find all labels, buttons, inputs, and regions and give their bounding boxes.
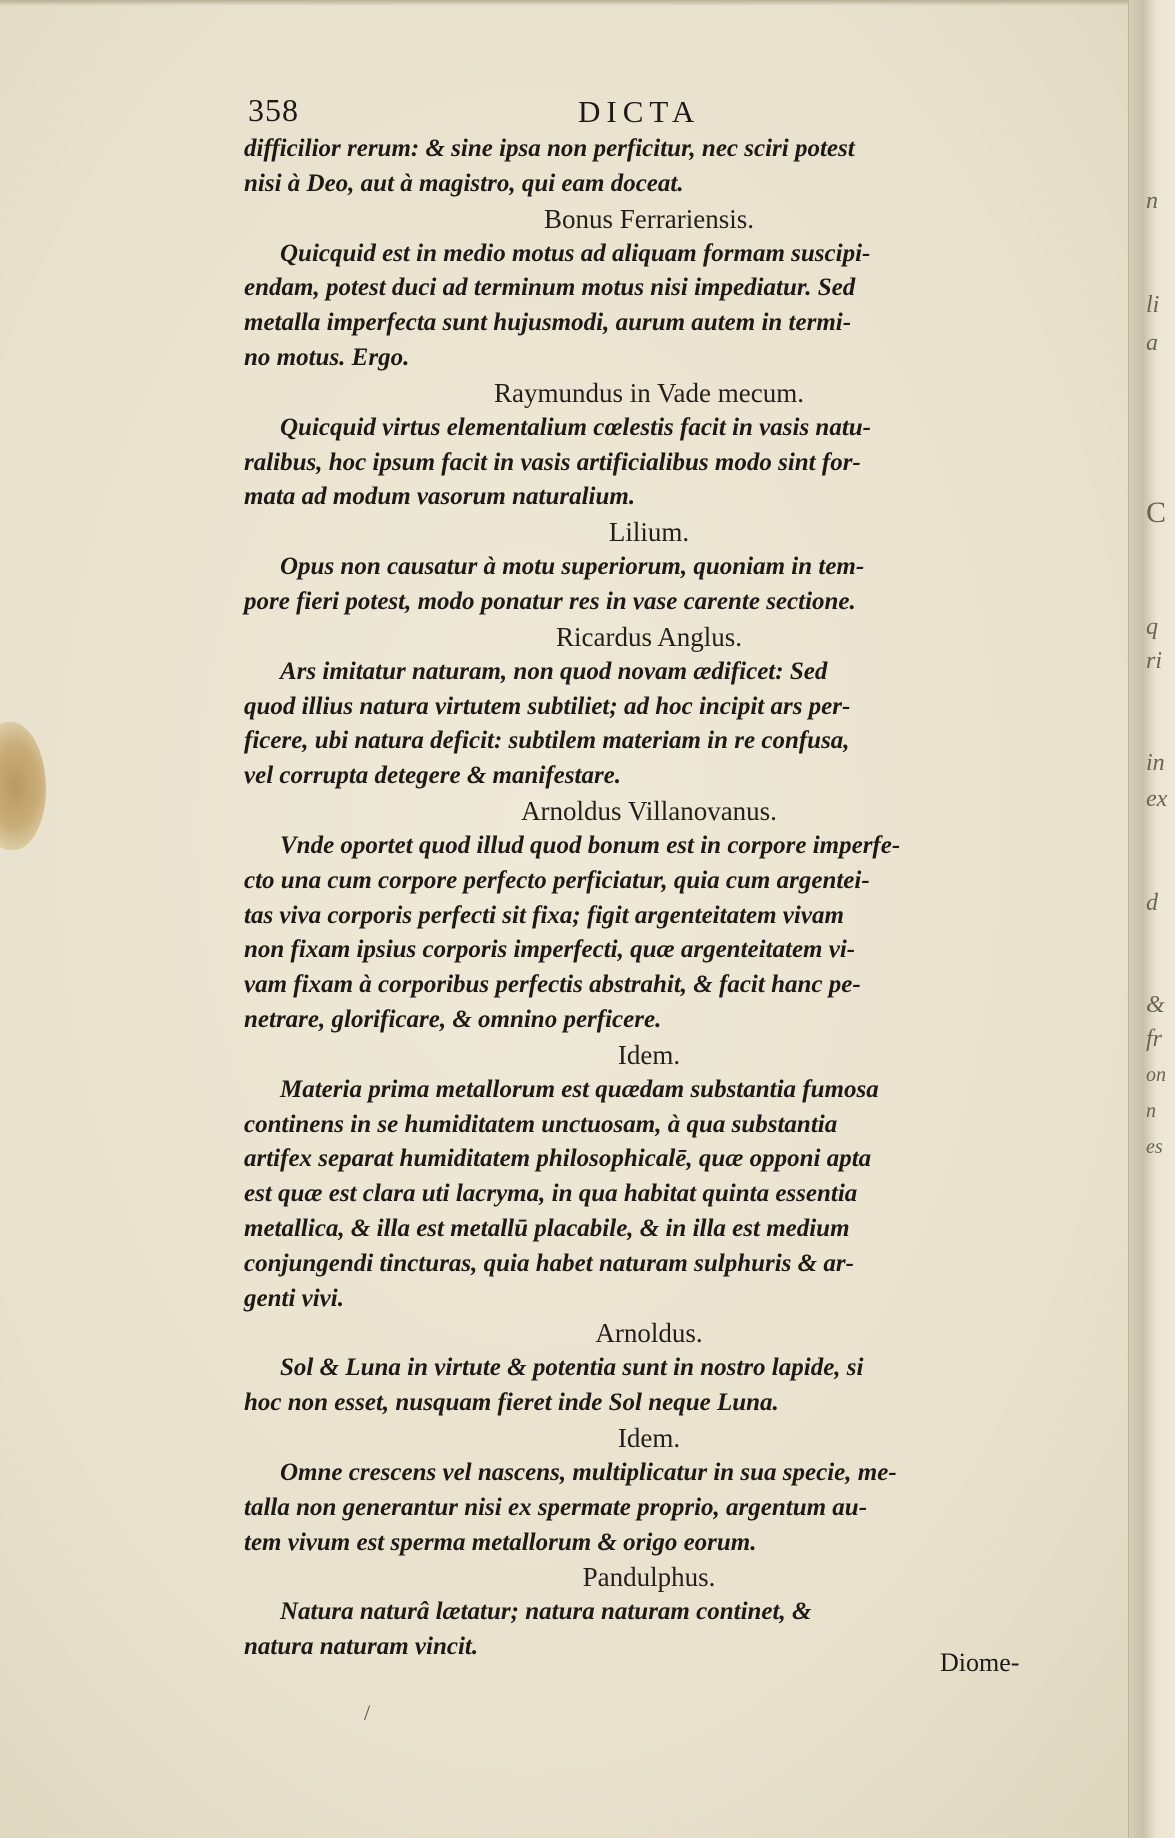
facing-page-fragment: n <box>1146 188 1158 214</box>
author-heading: Idem. <box>617 1422 681 1453</box>
text-line: est quæ est clara uti lacryma, in qua habitat quinta essentia <box>244 1180 858 1208</box>
text-line: Quicquid est in medio motus ad aliquam formam suscipi- <box>280 239 871 267</box>
text-line: ficere, ubi natura deficit: subtilem materiam in re confusa, <box>244 727 850 755</box>
text-line: difficilior rerum: & sine ipsa non perficitur, nec sciri potest <box>244 135 855 162</box>
facing-page-fragment: es <box>1146 1136 1163 1158</box>
text-line: Vnde oportet quod illud quod bonum est in corpore imperfe- <box>280 831 901 859</box>
facing-page-fragment: in <box>1146 750 1165 776</box>
entry <box>244 794 1054 1038</box>
text-line: vel corrupta detegere & manifestare. <box>244 762 622 790</box>
author-heading: Idem. <box>617 1039 681 1070</box>
author-heading: Ricardus Anglus. <box>556 621 742 652</box>
text-line: Sol & Luna in virtute & potentia sunt in nostro lapide, si <box>280 1354 864 1382</box>
facing-page-fragment: ex <box>1146 786 1168 812</box>
text-line: Natura naturâ lætatur; natura naturam continet, & <box>280 1598 812 1626</box>
facing-page-fragment: q <box>1146 614 1158 640</box>
author-heading: Bonus Ferrariensis. <box>544 203 754 234</box>
text-line: tas viva corporis perfecti sit fixa; figit argenteitatem vivam <box>244 901 844 929</box>
text-line: continens in se humiditatem unctuosam, à qua substantia <box>244 1110 838 1138</box>
text-line: netrare, glorificare, & omnino perficere. <box>244 1005 662 1033</box>
entry <box>244 515 1054 620</box>
author-heading: Arnoldus Villanovanus. <box>521 795 777 826</box>
text-line: nisi à Deo, aut à magistro, qui eam doceat. <box>244 169 684 197</box>
facing-page-fragment: ri <box>1146 648 1163 674</box>
text-line: quod illius natura virtutem subtiliet; ad hoc incipit ars per- <box>244 692 851 720</box>
entry <box>244 1421 1054 1560</box>
facing-page-fragment: n <box>1146 1100 1156 1122</box>
text-line: cto una cum corpore perfecto perficiatur, quia cum argentei- <box>244 866 870 894</box>
paper-stain <box>0 722 46 850</box>
entry <box>244 202 1054 376</box>
main-text <box>244 132 1054 1665</box>
entry <box>244 1038 1054 1317</box>
text-line: Opus non causatur à motu superiorum, quoniam in tem- <box>280 553 865 581</box>
page-number: 358 <box>248 92 299 128</box>
opening-passage <box>244 132 1054 202</box>
author-heading: Raymundus in Vade mecum. <box>494 377 804 408</box>
facing-page-fragment: li <box>1146 292 1160 318</box>
facing-page-fragment: d <box>1146 890 1158 916</box>
text-line: Quicquid virtus elementalium cœlestis facit in vasis natu- <box>280 413 872 441</box>
text-line: no motus. Ergo. <box>244 343 410 371</box>
author-heading: Lilium. <box>608 517 690 548</box>
running-title: DICTA <box>578 94 701 129</box>
page-header <box>248 92 1048 132</box>
entry <box>244 376 1054 515</box>
text-line: mata ad modum vasorum naturalium. <box>244 483 636 511</box>
text-line: Ars imitatur naturam, non quod novam ædificet: Sed <box>280 657 828 685</box>
entry <box>244 1560 1054 1665</box>
text-line: vam fixam à corporibus perfectis abstrahit, & facit hanc pe- <box>244 971 861 999</box>
author-heading: Arnoldus. <box>595 1318 703 1349</box>
text-line: pore fieri potest, modo ponatur res in vase carente sectione. <box>244 587 856 615</box>
text-line: artifex separat humiditatem philosophicalē, quæ opponi apta <box>244 1145 872 1173</box>
text-line: metallica, & illa est metallū placabile, & in illa est medium <box>244 1214 850 1242</box>
entry <box>244 1316 1054 1421</box>
text-line: Omne crescens vel nascens, multiplicatur in sua specie, me- <box>280 1458 897 1486</box>
facing-page-fragment: C <box>1146 496 1167 529</box>
facing-page-fragment: & <box>1146 992 1165 1018</box>
text-line: genti vivi. <box>244 1284 344 1312</box>
catchword: Diome- <box>940 1648 1020 1677</box>
entry <box>244 620 1054 794</box>
facing-page-fragment: on <box>1146 1064 1166 1086</box>
page-gutter <box>1128 0 1175 1838</box>
text-line: endam, potest duci ad terminum motus nisi impediatur. Sed <box>244 274 856 302</box>
text-line: Materia prima metallorum est quædam substantia fumosa <box>280 1075 879 1103</box>
text-line: ralibus, hoc ipsum facit in vasis artificialibus modo sint for- <box>244 448 861 476</box>
text-line: conjungendi tincturas, quia habet naturam sulphuris & ar- <box>244 1249 854 1277</box>
text-line: tem vivum est sperma metallorum & origo eorum. <box>244 1528 757 1556</box>
text-line: natura naturam vincit. <box>244 1633 479 1661</box>
facing-page-fragment: a <box>1146 330 1158 356</box>
page-top-edge <box>0 0 1175 6</box>
text-line: talla non generantur nisi ex spermate proprio, argentum au- <box>244 1493 868 1521</box>
text-line: non fixam ipsius corporis imperfecti, quæ argenteitatem vi- <box>244 936 856 964</box>
author-heading: Pandulphus. <box>582 1562 716 1593</box>
text-line: metalla imperfecta sunt hujusmodi, aurum autem in termi- <box>244 309 852 337</box>
facing-page-fragment: fr <box>1146 1026 1163 1052</box>
ink-mark: / <box>364 1700 371 1725</box>
text-line: hoc non esset, nusquam fieret inde Sol neque Luna. <box>244 1389 779 1417</box>
